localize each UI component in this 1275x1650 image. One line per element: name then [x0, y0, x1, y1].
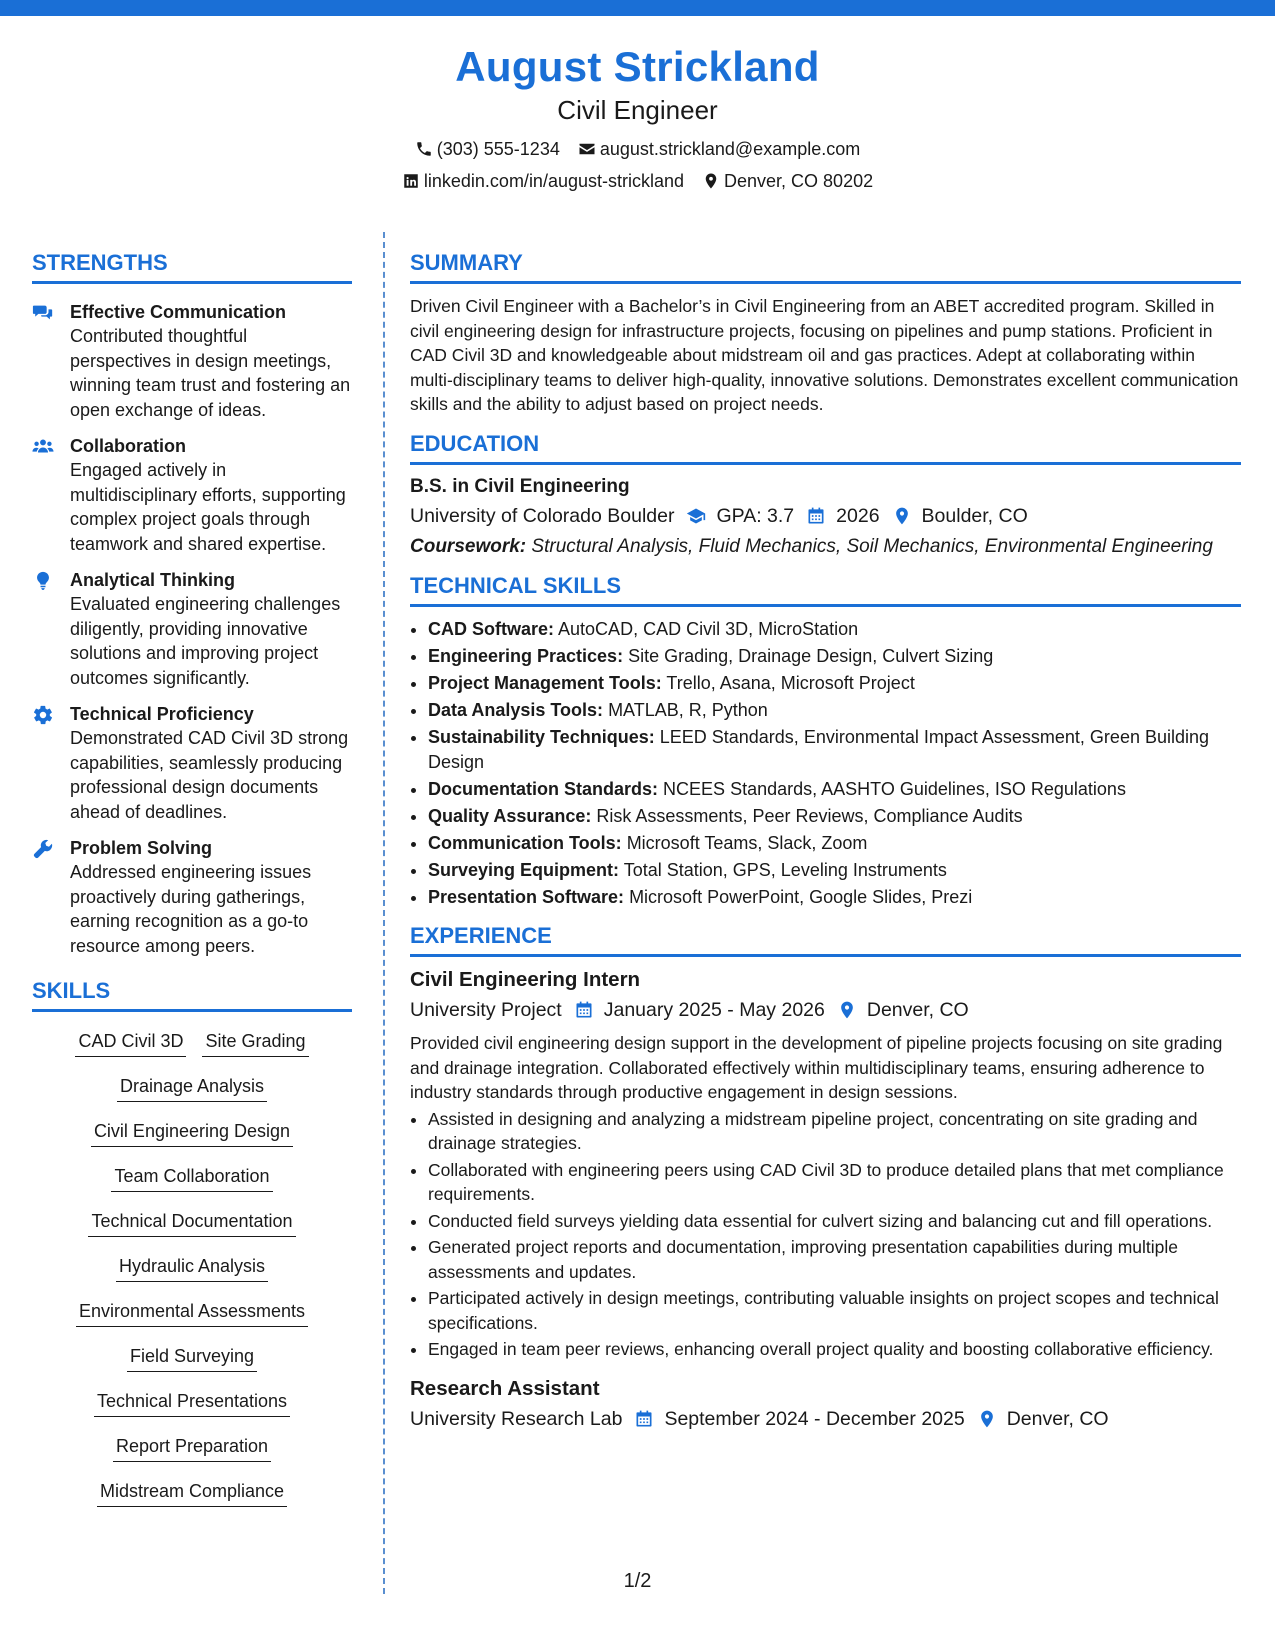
- job-title: Research Assistant: [410, 1376, 600, 1400]
- strength-desc: Engaged actively in multidisciplinary efforts, supporting complex project goals through teamwork and shared expertise.: [70, 460, 346, 554]
- candidate-name: August Strickland: [455, 43, 820, 90]
- list-item: [428, 777, 1241, 802]
- strength-desc: Demonstrated CAD Civil 3D strong capabilities, seamlessly producing professional design documents ahead of deadlines.: [70, 728, 349, 822]
- right-column: [410, 250, 1241, 1432]
- skill-tag: CAD Civil 3D: [75, 1030, 186, 1057]
- gear-icon: [32, 704, 54, 726]
- map-pin-icon: [702, 172, 720, 190]
- tech-skill-value: AutoCAD, CAD Civil 3D, MicroStation: [558, 619, 859, 639]
- job-org: University Project: [410, 999, 562, 1021]
- tech-skill-value: Microsoft PowerPoint, Google Slides, Prezi: [629, 886, 973, 907]
- job-dates: January 2025 - May 2026: [603, 999, 825, 1021]
- job-meta: [410, 997, 1241, 1023]
- education-meta: [410, 503, 1241, 529]
- page-number: 1/2: [623, 1570, 652, 1592]
- map-pin-icon: [892, 506, 912, 526]
- column-divider: [383, 232, 385, 1594]
- list-item: [428, 858, 1241, 883]
- skill-tag: Team Collaboration: [111, 1165, 272, 1192]
- job-title: Civil Engineering Intern: [410, 968, 641, 991]
- skill-tag: Field Surveying: [127, 1345, 257, 1372]
- graduation-cap-icon: [686, 506, 706, 526]
- education-degree: B.S. in Civil Engineering: [410, 475, 630, 497]
- top-accent-bar: [0, 0, 1275, 16]
- job-entry: [410, 967, 1241, 1362]
- strength-item: [32, 434, 352, 556]
- job-entry: [410, 1376, 1241, 1432]
- job-bullets: [410, 1107, 1241, 1362]
- calendar-icon: [806, 506, 826, 526]
- strength-title: Problem Solving: [70, 838, 213, 858]
- email-text: august.strickland@example.com: [599, 139, 861, 159]
- education-heading: EDUCATION: [410, 431, 1241, 465]
- strength-title: Analytical Thinking: [70, 570, 236, 590]
- list-item: [428, 644, 1241, 669]
- location-text: Denver, CO 80202: [724, 171, 874, 191]
- map-pin-icon: [837, 1000, 857, 1020]
- technical-skills-list: [410, 617, 1241, 909]
- strength-item: [32, 836, 352, 958]
- list-item: [428, 885, 1241, 910]
- list-item: [428, 831, 1241, 856]
- skill-tag: Midstream Compliance: [97, 1480, 287, 1507]
- email-contact[interactable]: [578, 138, 860, 160]
- education-gpa: GPA: 3.7: [716, 504, 795, 527]
- list-item: [428, 725, 1241, 774]
- tech-skill-value: Site Grading, Drainage Design, Culvert Sizing: [628, 646, 994, 666]
- skill-tag: Technical Documentation: [88, 1210, 295, 1237]
- tech-skill-label: Surveying Equipment:: [428, 859, 620, 880]
- strength-title: Effective Communication: [70, 302, 287, 322]
- skill-tag: Hydraulic Analysis: [116, 1255, 268, 1282]
- list-item: • Collaborated with engineering peers using CAD Civil 3D to produce detailed plans that met compliance requirements.: [428, 1158, 1241, 1207]
- job-org: University Research Lab: [410, 1407, 623, 1430]
- skill-tag: Civil Engineering Design: [91, 1120, 293, 1147]
- tech-skill-value: NCEES Standards, AASHTO Guidelines, ISO Regulations: [663, 778, 1126, 799]
- list-item: • Generated project reports and documentation, improving presentation capabilities during multiple assessments and updates.: [428, 1235, 1241, 1284]
- comments-icon: [32, 302, 54, 324]
- linkedin-contact[interactable]: [402, 170, 684, 192]
- summary-heading: SUMMARY: [410, 250, 1241, 284]
- tech-skill-label: Sustainability Techniques:: [428, 727, 655, 747]
- resume-header: [0, 42, 1275, 192]
- list-item: • Assisted in designing and analyzing a midstream pipeline project, concentrating on site grading and drainage strategies.: [428, 1107, 1241, 1156]
- strength-item: [32, 568, 352, 690]
- strength-item: [32, 300, 352, 422]
- job-meta: [410, 1406, 1241, 1432]
- strength-title: Technical Proficiency: [70, 704, 254, 724]
- skills-section: [32, 978, 352, 1507]
- tech-skill-label: Engineering Practices:: [428, 646, 624, 666]
- tech-skill-label: Documentation Standards:: [428, 778, 659, 799]
- skill-tag: Environmental Assessments: [76, 1300, 308, 1327]
- coursework-label: Coursework:: [410, 535, 527, 557]
- strength-desc: Contributed thoughtful perspectives in design meetings, winning team trust and fostering an open exchange of ideas.: [70, 326, 351, 420]
- job-location: Denver, CO: [1006, 1407, 1109, 1430]
- coursework: [410, 535, 1241, 560]
- tech-skill-label: CAD Software:: [428, 619, 555, 639]
- education-year: 2026: [836, 504, 880, 527]
- tech-skill-label: Quality Assurance:: [428, 805, 592, 826]
- list-item: [428, 671, 1241, 696]
- tech-skill-value: Total Station, GPS, Leveling Instruments: [623, 859, 947, 880]
- education-location: Boulder, CO: [921, 504, 1028, 527]
- experience-heading: EXPERIENCE: [410, 923, 1241, 957]
- skill-tag: Drainage Analysis: [117, 1075, 267, 1102]
- skill-tag: Report Preparation: [113, 1435, 271, 1462]
- lightbulb-icon: [32, 570, 54, 592]
- strength-desc: Addressed engineering issues proactively during gatherings, earning recognition as a go-to resource among peers.: [70, 862, 312, 956]
- list-item: [428, 698, 1241, 723]
- job-location: Denver, CO: [866, 999, 969, 1021]
- tech-skill-value: LEED Standards, Environmental Impact Assessment, Green Building Design: [428, 727, 1210, 772]
- map-pin-icon: [977, 1409, 997, 1429]
- users-icon: [32, 436, 54, 458]
- education-school: University of Colorado Boulder: [410, 504, 675, 527]
- contact-row-2: [0, 170, 1275, 192]
- phone-icon: [415, 140, 433, 158]
- list-item: [428, 804, 1241, 829]
- location-contact: [702, 170, 873, 192]
- strengths-heading: STRENGTHS: [32, 250, 352, 284]
- left-column: [32, 250, 352, 1507]
- linkedin-icon: [402, 172, 420, 190]
- linkedin-text: linkedin.com/in/august-strickland: [423, 171, 685, 191]
- tech-skill-value: Microsoft Teams, Slack, Zoom: [626, 832, 868, 853]
- tech-skill-value: MATLAB, R, Python: [608, 700, 768, 720]
- skill-tag: Technical Presentations: [94, 1390, 290, 1417]
- strengths-list: [32, 300, 352, 958]
- strength-desc: Evaluated engineering challenges diligently, providing innovative solutions and improving project outcomes significantly.: [70, 594, 341, 688]
- candidate-title: Civil Engineer: [557, 95, 718, 125]
- strength-title: Collaboration: [70, 436, 186, 456]
- summary-text: Driven Civil Engineer with a Bachelor’s in Civil Engineering from an ABET accredited program. Skilled in civil engineering design for infrastructure projects, focusing on pipelines and pump stations. Proficient in CAD Civil 3D and knowledgeable about midstream oil and gas practices. Adept at collaborating within multi-disciplinary teams to deliver high-quality, innovative solutions. Demonstrates excellent communication skills and the ability to adjust based on project needs.: [410, 296, 1239, 414]
- list-item: • Engaged in team peer reviews, enhancing overall project quality and boosting collaborative efficiency.: [428, 1337, 1241, 1362]
- wrench-icon: [32, 838, 54, 860]
- phone-text: (303) 555-1234: [436, 139, 560, 159]
- coursework-list: Structural Analysis, Fluid Mechanics, Soil Mechanics, Environmental Engineering: [531, 535, 1213, 557]
- tech-skill-label: Data Analysis Tools:: [428, 700, 604, 720]
- technical-skills-heading: TECHNICAL SKILLS: [410, 573, 1241, 607]
- skills-heading: SKILLS: [32, 978, 352, 1012]
- job-dates: September 2024 - December 2025: [664, 1407, 965, 1430]
- envelope-icon: [578, 140, 596, 158]
- list-item: • Participated actively in design meetings, contributing valuable insights on project scopes and technical specifications.: [428, 1286, 1241, 1335]
- tech-skill-label: Communication Tools:: [428, 832, 622, 853]
- job-summary: Provided civil engineering design support in the development of pipeline projects focusing on site grading and drainage integration. Collaborated effectively within multidisciplinary teams, ensuring adherence to industry standards through productive engagement in design sessions.: [410, 1033, 1223, 1102]
- tech-skill-value: Risk Assessments, Peer Reviews, Compliance Audits: [596, 805, 1023, 826]
- skill-tag: Site Grading: [202, 1030, 308, 1057]
- tech-skill-value: Trello, Asana, Microsoft Project: [666, 673, 915, 693]
- list-item: • Conducted field surveys yielding data essential for culvert sizing and balancing cut and fill operations.: [428, 1209, 1241, 1234]
- calendar-icon: [634, 1409, 654, 1429]
- list-item: [428, 617, 1241, 642]
- tech-skill-label: Project Management Tools:: [428, 673, 662, 693]
- contact-row-1: [0, 138, 1275, 160]
- calendar-icon: [574, 1000, 594, 1020]
- strength-item: [32, 702, 352, 824]
- tech-skill-label: Presentation Software:: [428, 886, 625, 907]
- phone-contact[interactable]: [415, 138, 560, 160]
- skills-tags: [32, 1030, 352, 1507]
